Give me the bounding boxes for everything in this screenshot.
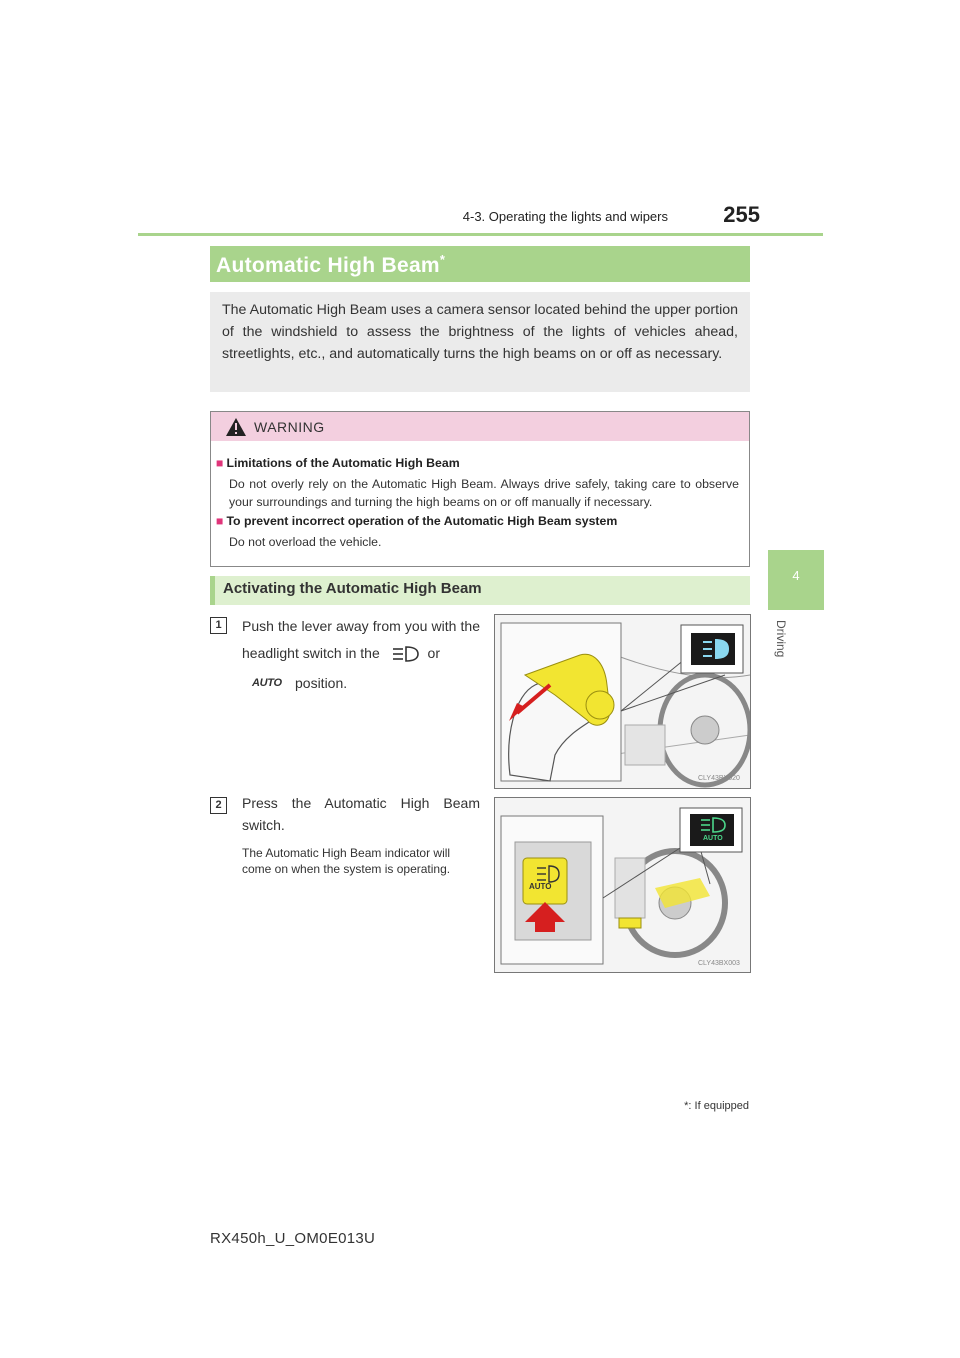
page-title — [216, 252, 445, 278]
switch-illustration — [494, 797, 751, 973]
switch-auto-label: AUTO — [529, 882, 552, 891]
warning-item-body: Do not overly rely on the Automatic High Beam. Always drive safely, taking care to observe your surroundings and turning the high beams on or off manually if necessary. — [229, 477, 739, 509]
image-code: CLY43BX020 — [698, 775, 740, 782]
warning-item-heading — [216, 514, 617, 528]
footnote: *: If equipped — [684, 1100, 749, 1112]
step-note: The Automatic High Beam indicator will come on when the system is operating. — [242, 846, 451, 876]
step-text-part: Push the lever away from you with the headlight switch in the — [242, 618, 480, 661]
chapter-tab-number: 4 — [792, 568, 800, 583]
subsection-accent — [210, 576, 215, 605]
image-code: CLY43BX003 — [698, 960, 740, 967]
warning-triangle-icon — [225, 417, 247, 437]
section-heading: 4-3. Operating the lights and wipers — [462, 209, 668, 224]
page-title-text: Automatic High Beam — [216, 254, 440, 277]
step-number: 2 — [210, 797, 227, 814]
warning-title: WARNING — [254, 419, 325, 435]
header-rule — [138, 233, 823, 236]
chapter-tab-label: Driving — [774, 620, 788, 658]
step-text-part: or — [427, 645, 440, 661]
warning-heading-text: To prevent incorrect operation of the Automatic High Beam system — [226, 514, 618, 528]
step-text — [242, 613, 480, 667]
auto-symbol: AUTO — [252, 677, 282, 689]
step-text-position: position. — [295, 675, 348, 691]
step-number: 1 — [210, 617, 227, 634]
intro-text: The Automatic High Beam uses a camera sensor located behind the upper portion of the windshield to assess the brightness of the lights of vehicles ahead, streetlights, etc., and automatically turns the high beams on or off as necessary. — [222, 302, 738, 362]
equipment-marker: * — [439, 252, 446, 267]
warning-item-heading — [216, 456, 460, 470]
subsection-title: Activating the Automatic High Beam — [223, 580, 482, 597]
page-number: 255 — [723, 202, 760, 227]
step-text: Press the Automatic High Beam switch. — [242, 795, 480, 833]
warning-item-body: Do not overload the vehicle. — [229, 535, 382, 549]
document-code: RX450h_U_OM0E013U — [210, 1230, 376, 1247]
bullet-square-icon: ■ — [216, 456, 224, 470]
headlight-icon — [384, 645, 424, 663]
indicator-auto-label: AUTO — [703, 835, 723, 842]
warning-heading-text: Limitations of the Automatic High Beam — [226, 456, 460, 470]
bullet-square-icon: ■ — [216, 514, 224, 528]
lever-illustration — [494, 614, 751, 789]
